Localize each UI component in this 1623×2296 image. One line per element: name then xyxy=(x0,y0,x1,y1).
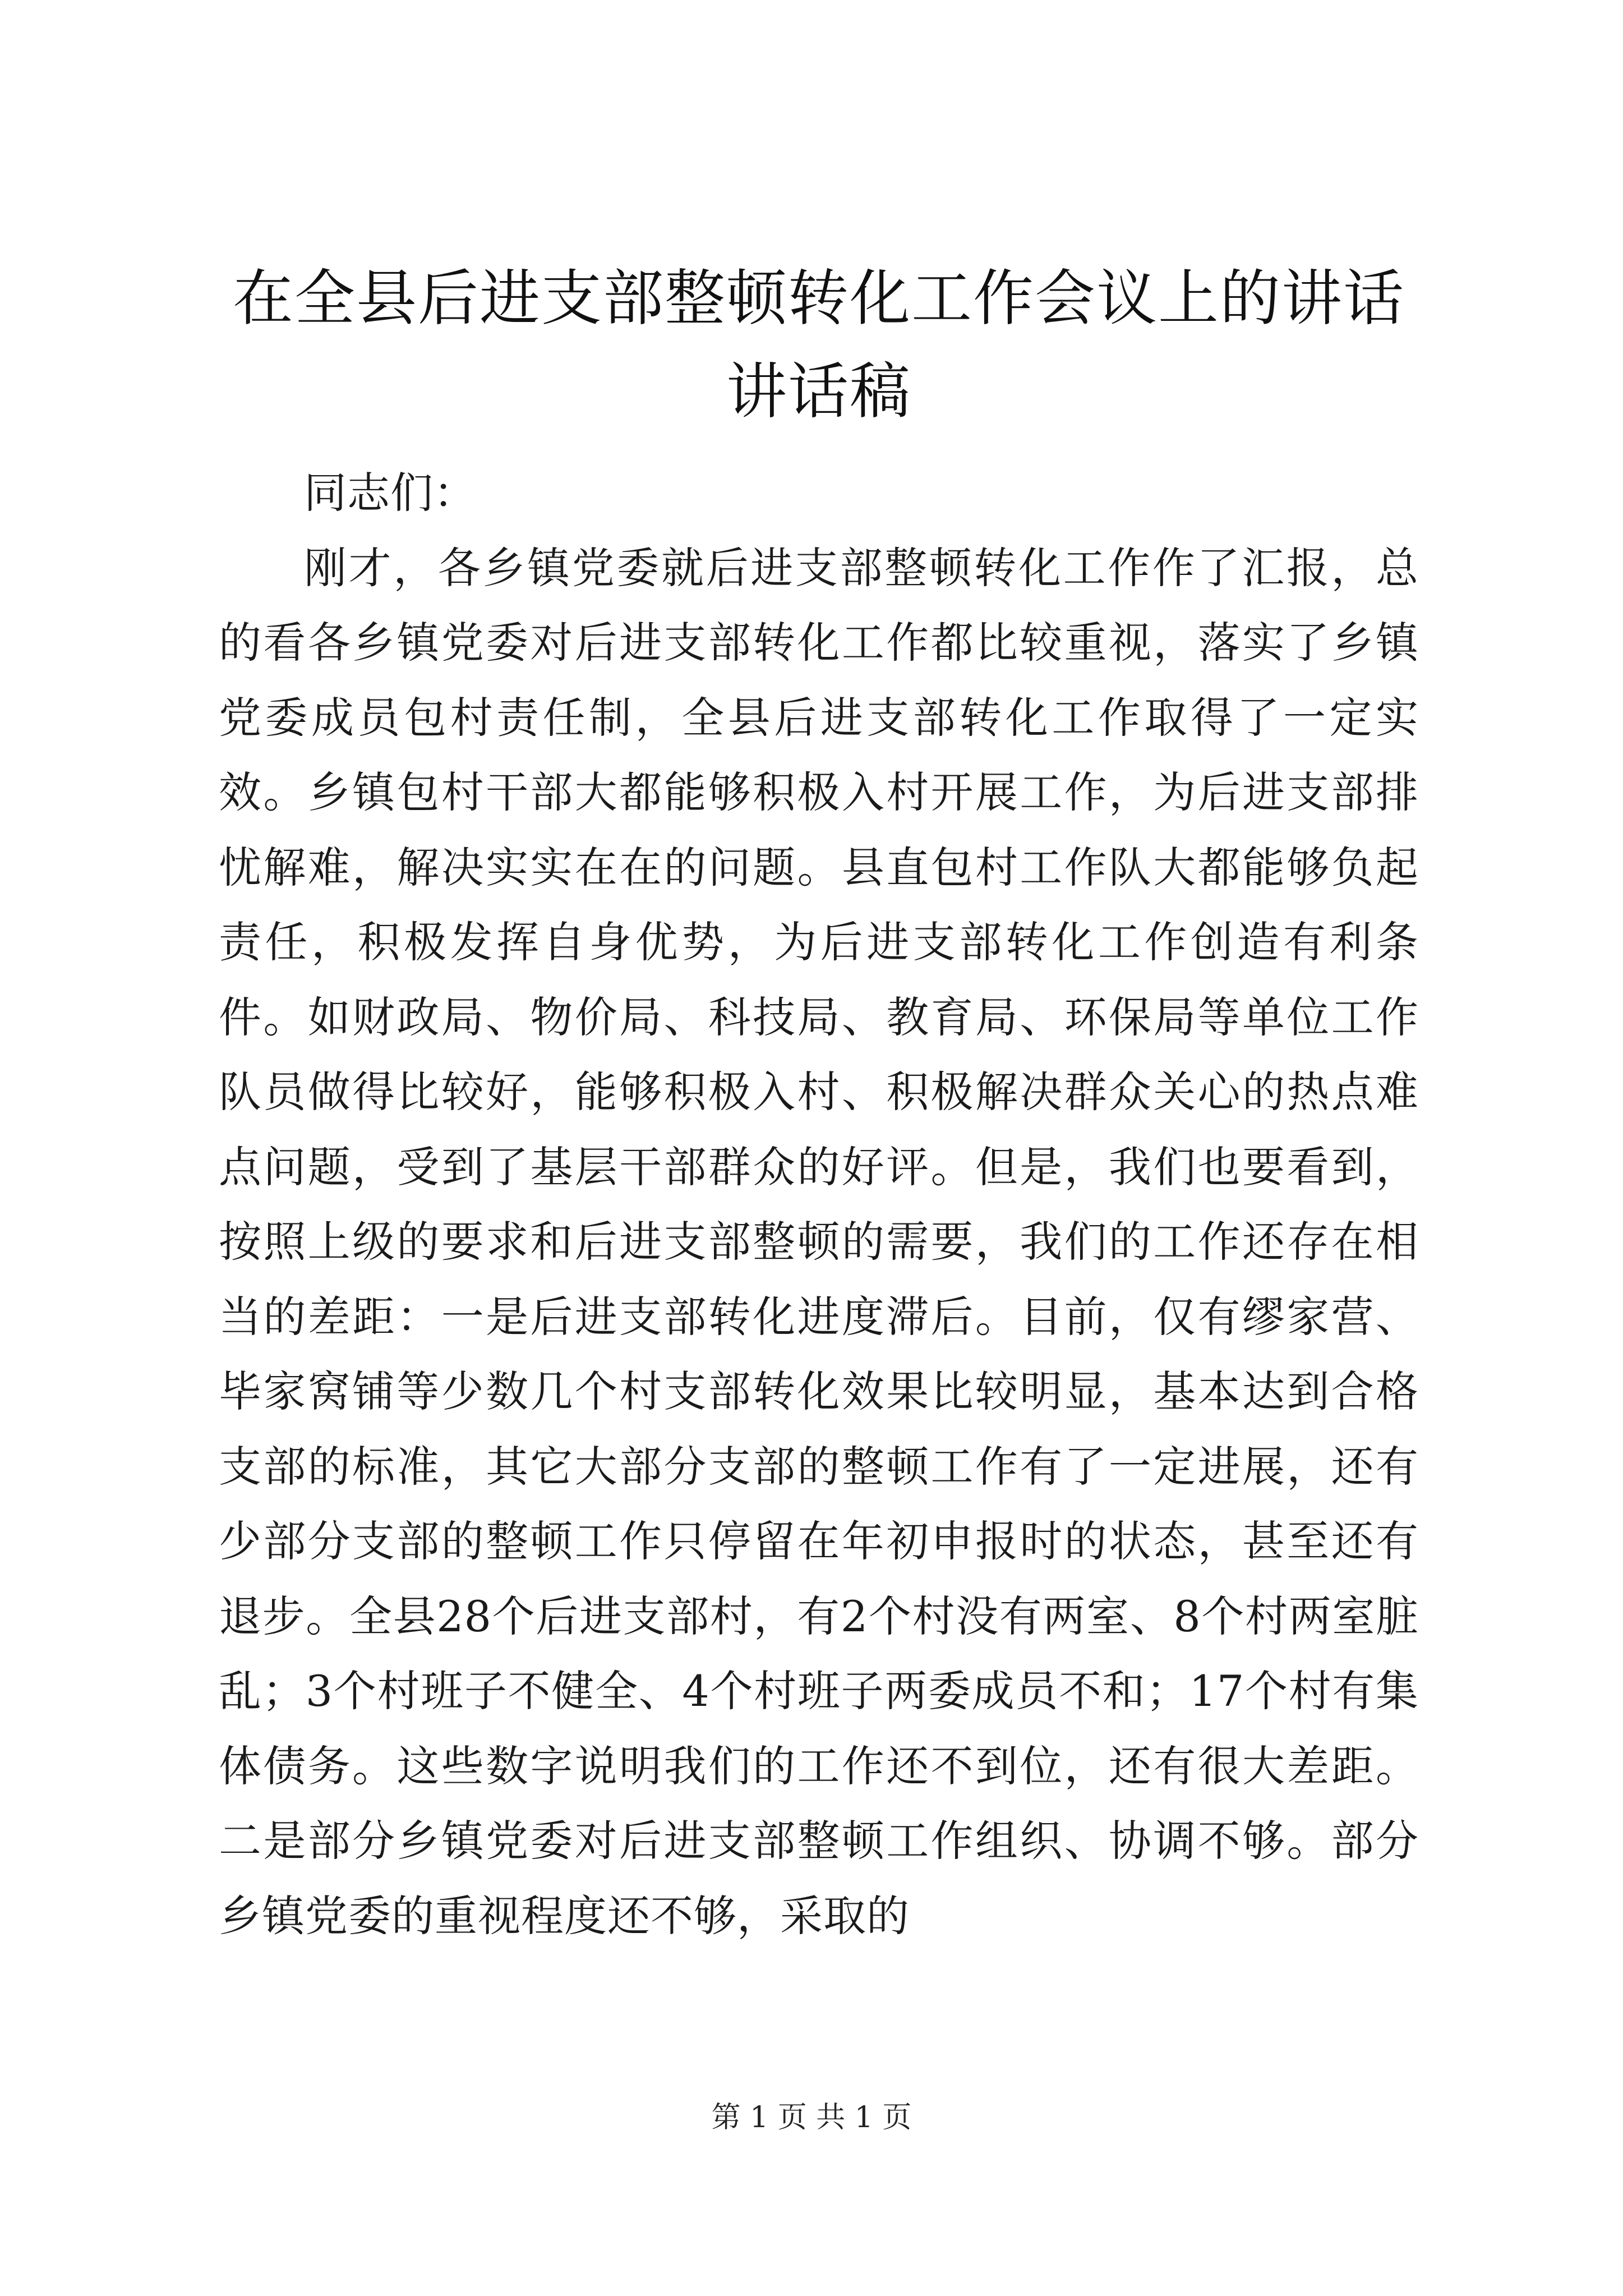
salutation: 同志们： xyxy=(304,468,477,518)
document-title: 在全县后进支部整顿转化工作会议上的讲话讲话稿 xyxy=(232,264,1405,427)
document-body xyxy=(219,455,1419,1953)
body-paragraph: 刚才，各乡镇党委就后进支部整顿转化工作作了汇报，总的看各乡镇党委对后进支部转化工作都比较重视，落实了乡镇党委成员包村责任制，全县后进支部转化工作取得了一定实效。乡镇包村干部大都能够积极入村开展工作，为后进支部排忧解难，解决实实在在的问题。县直包村工作队大都能够负起责任，积极发挥自身优势，为后进支部转化工作创造有利条件。如财政局、物价局、科技局、教育局、环保局等单位工作队员做得比较好，能够积极入村、积极解决群众关心的热点难点问题，受到了基层干部群众的好评。但是，我们也要看到，按照上级的要求和后进支部整顿的需要，我们的工作还存在相当的差距：一是后进支部转化进度滞后。目前，仅有缪家营、毕家窝铺等少数几个村支部转化效果比较明显，基本达到合格支部的标准，其它大部分支部的整顿工作有了一定进展，还有少部分支部的整顿工作只停留在年初申报时的状态，甚至还有退步。全县28个后进支部村，有2个村没有两室、8个村两室脏乱；3个村班子不健全、4个村班子两委成员不和；17个村有集体债务。这些数字说明我们的工作还不到位，还有很大差距。二是部分乡镇党委对后进支部整顿工作组织、协调不够。部分乡镇党委的重视程度还不够，采取的 xyxy=(219,542,1419,1941)
page-footer: 第 1 页 共 1 页 xyxy=(711,2101,912,2134)
